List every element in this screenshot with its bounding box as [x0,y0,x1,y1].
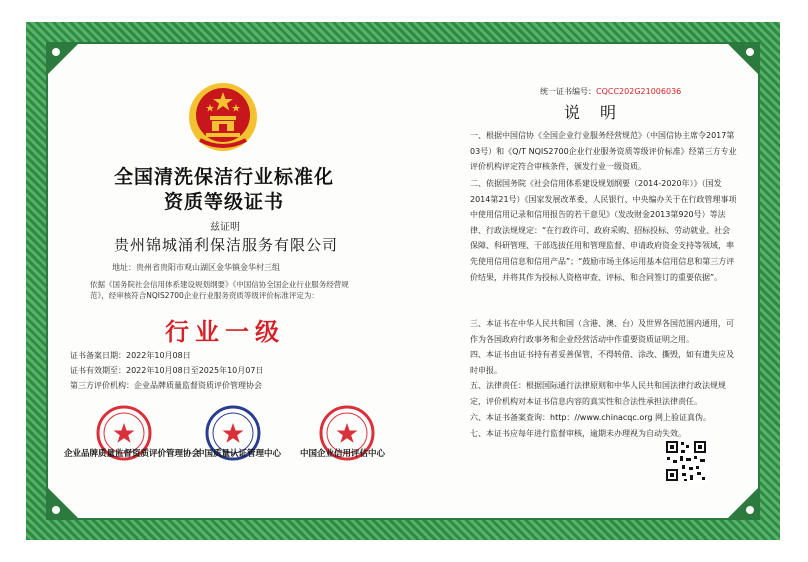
note-paragraph [470,410,738,426]
qr-code-icon [664,439,708,483]
seal-org-name: 中国企业信用评估中心 [300,449,386,459]
note-text: 三、本证书在中华人民共和国（含港、澳、台）及世界各国范围内通用，可作为各国政府行政事务和企业经营活动中作重要资质证明之用。 [470,319,734,344]
national-emblem-icon [186,80,260,154]
company-address: 地址：贵州省贵阳市观山湖区金华镇金华村三组 [112,263,280,272]
seal-org-name: 中国质量认证管理中心 [196,449,282,459]
note-text: 五、法律责任：根据国际通行法律原则和中华人民共和国法律行政法规规定，评价机构对本证书信息内容的真实性和合法性承担法律责任。 [470,381,726,406]
validity-period: 证书有效期至：2022年10月08日至2025年10月07日 [70,366,264,375]
evaluator-org: 第三方评价机构：企业品牌质量监督资质评价管理协会 [70,381,262,390]
note-text: 四、本证书由证书持有者妥善保管，不得转借、涂改、撕毁，如有遗失应及时申报。 [470,350,734,375]
note-text: 六、本证书备案查询：http：//www.chinacqc.org 网上验证真伪。 [470,413,711,422]
corner-ornament-icon [46,42,80,76]
seal-org-name: 企业品牌质量监督资质评价管理协会 [64,449,201,459]
note-text: 七、本证书应每年进行监督审核，逾期未办理视为自动失效。 [470,429,686,438]
note-text: 一、根据中国信协《全国企业行业服务经营规范》（中国信协主席令2017第03号）和《Q/T NQIS2700企业行业服务资质等级评价标准》经第三方专业评价机构评定符合审核条件，颁发行业一级资质。 [470,131,737,172]
certificate-title-line1: 全国清洗保洁行业标准化 [113,166,334,188]
record-date: 证书备案日期：2022年10月08日 [70,351,191,360]
notes-heading: 说明 [563,103,636,122]
evaluation-basis: 依据《国务院社会信用体系建设规划纲要》《中国信协全国企业行业服务经营规范》，经审核符合NQIS2700企业行业服务资质等级评价标准评定为： [90,280,349,300]
note-paragraph [470,128,738,175]
certify-label: 兹证明 [210,222,240,233]
serial-label: 统一证书编号： [540,87,596,96]
note-paragraph [470,378,738,409]
certificate-title-line2: 资质等级证书 [163,191,284,213]
corner-ornament-icon [726,42,760,76]
corner-ornament-icon [46,486,80,520]
note-paragraph [470,316,738,347]
company-name: 贵州锦城涌利保洁服务有限公司 [113,236,338,254]
note-paragraph [470,176,738,285]
corner-ornament-icon [726,486,760,520]
serial-value: CQCC202G21006036 [596,87,682,96]
note-paragraph [470,347,738,378]
grade-level: 行业一级 [165,318,285,346]
note-text: 二、依据国务院《社会信用体系建设规划纲要（2014-2020年）》（国发2014第21号）《国家发展改革委、人民银行、中央编办关于在行政管理事项中使用信用记录和信用报告的若干意见》（发改财金2013第920号）等法律、行政法规规定：“在行政许可、政府采购、招标投标、劳动就业、社会保障、科研管理、干部选拔任用和管理监督、申请政府资金支持等领域，率先使用信用信息和信用产品”；“鼓励市场主体运用基本信用信息和第三方评价结果，并将其作为投标人资格审查、评标、和合同签订的重要依据”。 [470,179,737,282]
serial-number [540,86,681,97]
